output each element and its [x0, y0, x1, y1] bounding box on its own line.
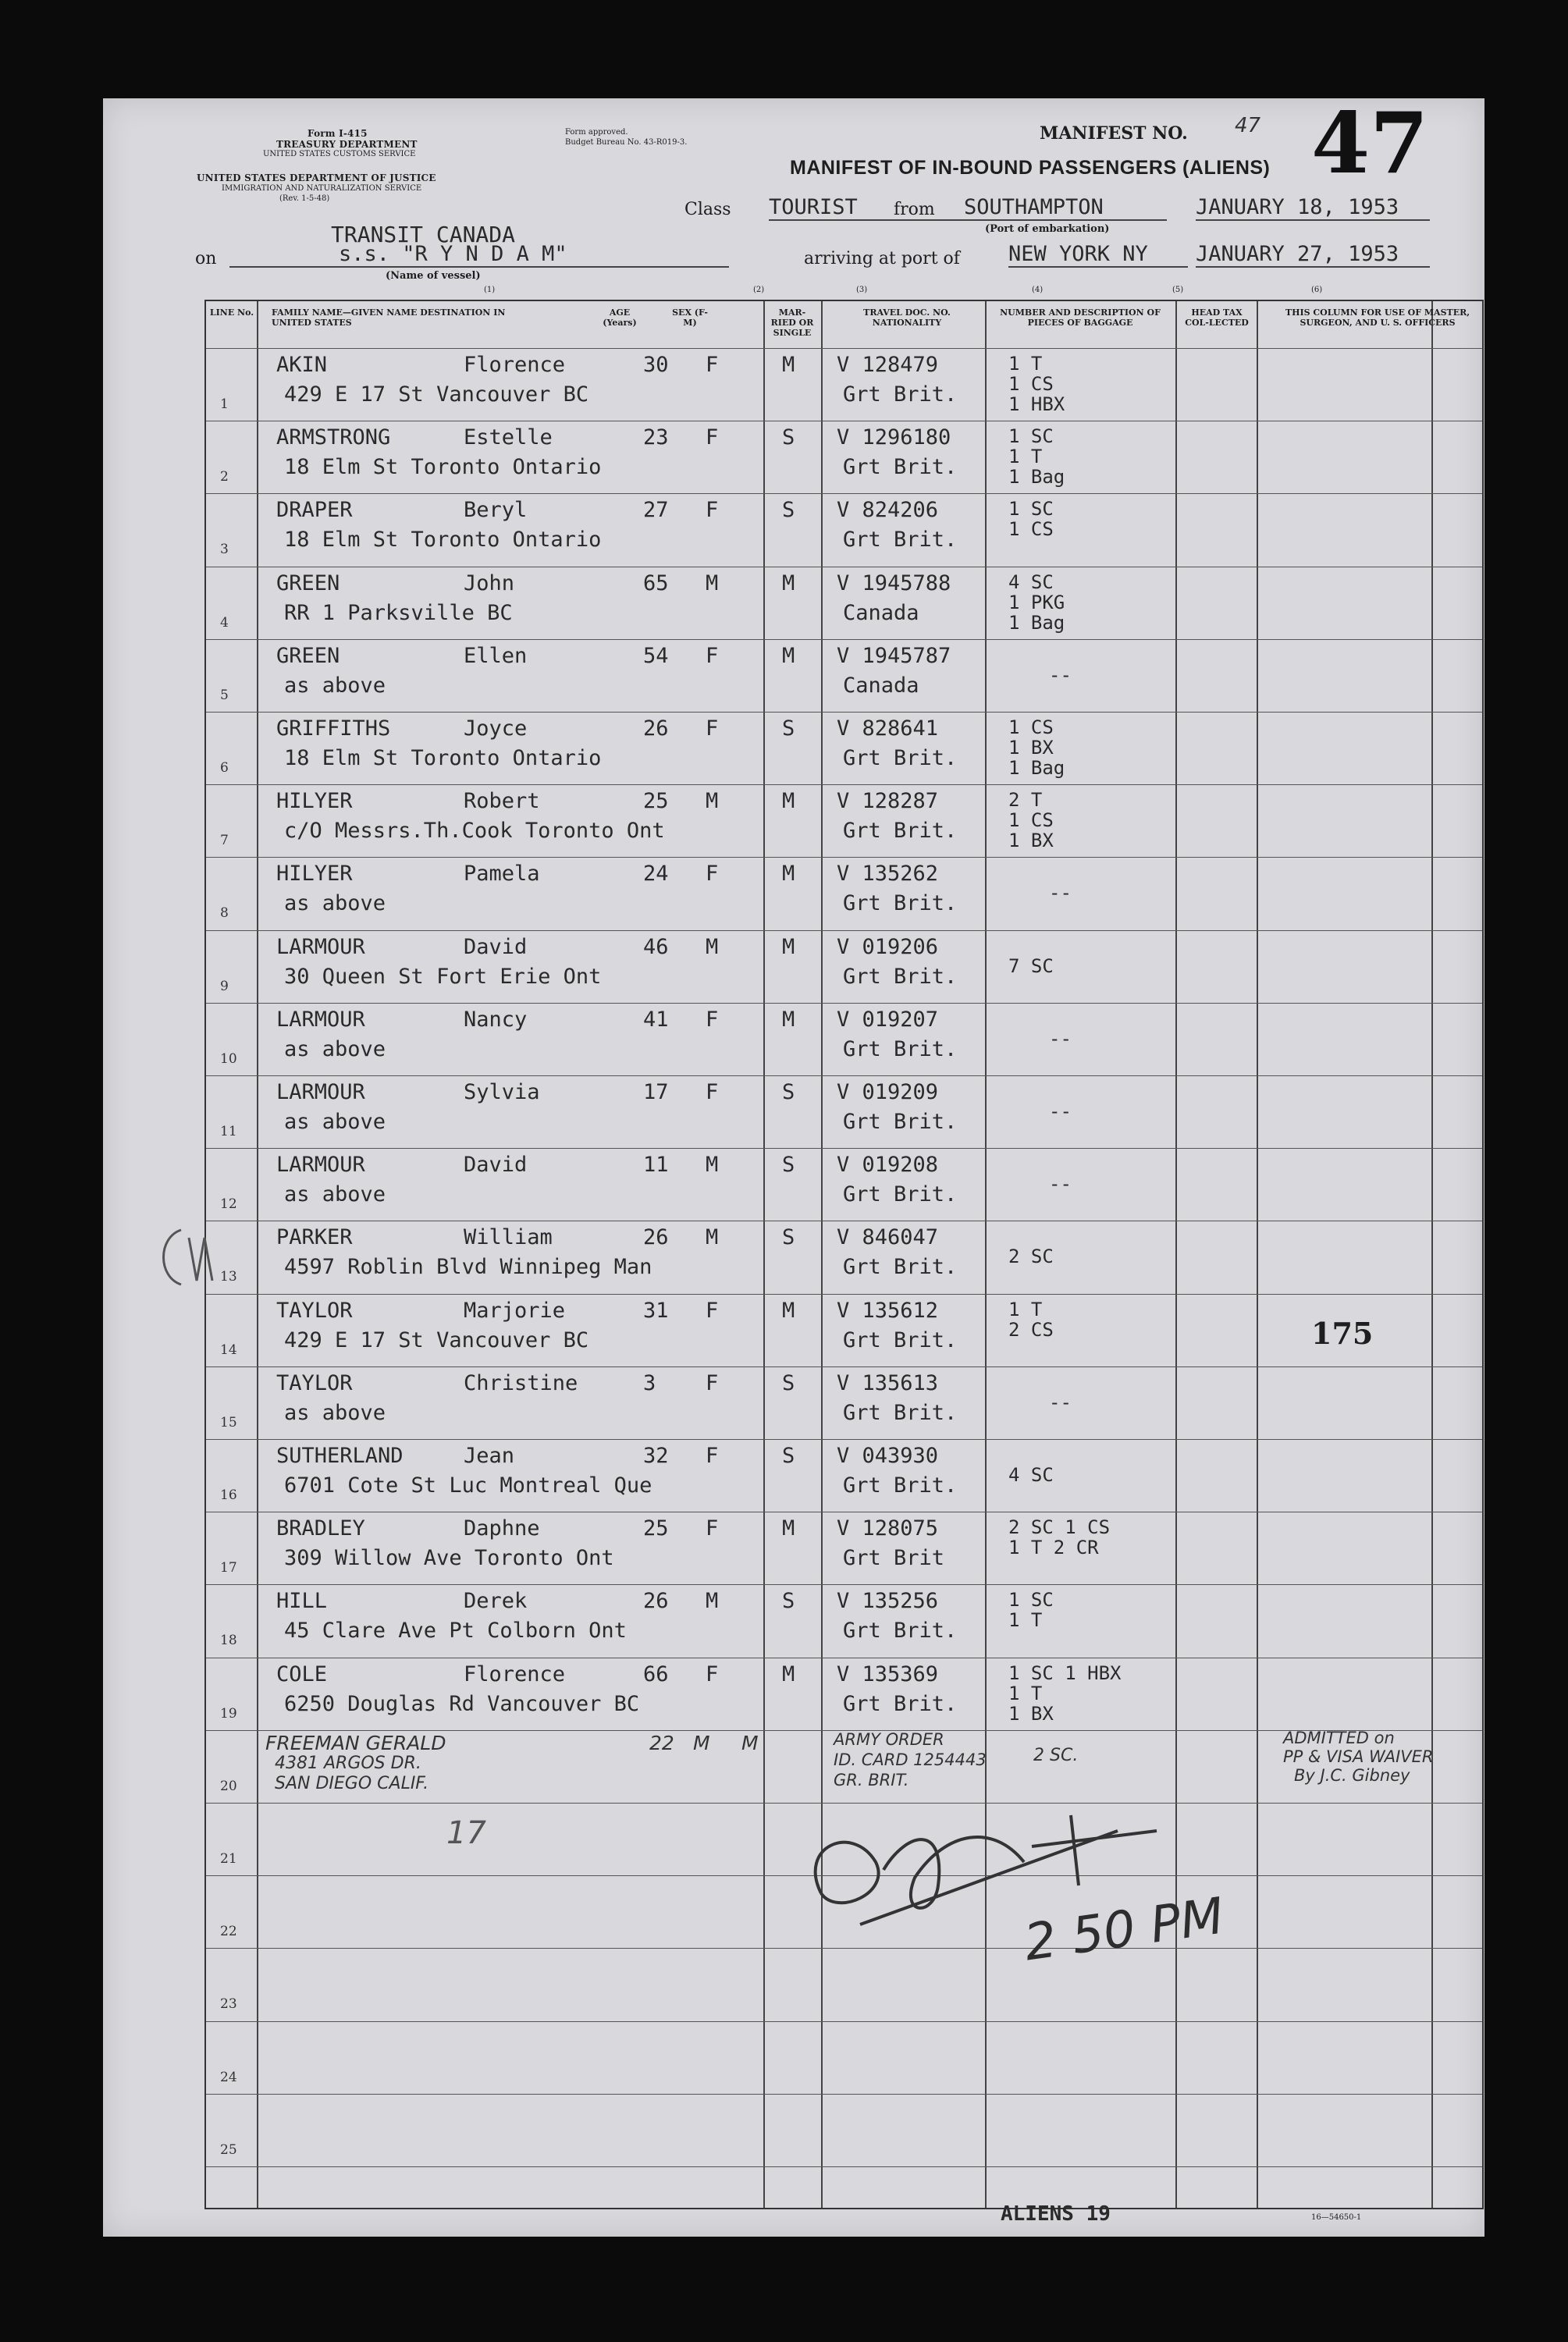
- given-name: Florence: [464, 353, 566, 377]
- travel-doc-no: V 019206: [837, 934, 939, 959]
- travel-doc-no: V 128075: [837, 1516, 939, 1541]
- nationality: Grt Brit.: [843, 1400, 958, 1425]
- header-line-no: LINE No.: [209, 307, 254, 318]
- family-name: HILL: [276, 1589, 328, 1614]
- nationality: Grt Brit.: [843, 1110, 958, 1134]
- family-name: GREEN: [276, 570, 340, 595]
- line-number: 11: [220, 1124, 237, 1139]
- travel-doc-no: V 019207: [837, 1007, 939, 1032]
- sex: M: [706, 1589, 719, 1614]
- destination: as above: [284, 1182, 386, 1207]
- travel-doc-no: V 1945787: [837, 643, 951, 668]
- sex: F: [706, 1298, 719, 1323]
- given-name: Nancy: [464, 1007, 528, 1032]
- baggage-item: --: [1049, 1173, 1072, 1196]
- line-number: 5: [220, 687, 229, 703]
- line-number: 25: [220, 2141, 237, 2158]
- baggage-item: 1 T 2 CR: [1008, 1537, 1099, 1559]
- manifest-no-label: MANIFEST NO.: [1040, 123, 1188, 144]
- sex: F: [706, 425, 719, 450]
- age: 25: [643, 1516, 669, 1541]
- on-label: on: [195, 249, 217, 268]
- marital-status: M: [782, 643, 795, 668]
- travel-doc-no: V 828641: [837, 716, 939, 741]
- line-number: 3: [220, 542, 229, 558]
- destination: 429 E 17 St Vancouver BC: [284, 1327, 589, 1352]
- travel-doc-no: V 135262: [837, 862, 939, 887]
- stamp-175: 175: [1311, 1316, 1374, 1351]
- given-name: Jean: [464, 1444, 515, 1468]
- baggage-item: 2 T: [1008, 789, 1043, 812]
- family-name: GREEN: [276, 643, 340, 668]
- header-name-destination: FAMILY NAME—GIVEN NAME DESTINATION IN UNITED STATES: [272, 307, 506, 328]
- baggage-item: 2 SC: [1008, 1246, 1054, 1268]
- line-number: 7: [220, 833, 229, 849]
- given-name: Christine: [464, 1370, 578, 1395]
- baggage-item: 1 HBX: [1008, 393, 1065, 415]
- travel-doc-no: V 135612: [837, 1298, 939, 1323]
- age: 26: [643, 1225, 669, 1250]
- vessel-name: s.s. "R Y N D A M": [229, 242, 729, 268]
- baggage-item: 1 T: [1008, 446, 1043, 468]
- travel-doc-no: V 1296180: [837, 425, 951, 450]
- marital-status: S: [782, 498, 795, 523]
- travel-doc-no: V 135256: [837, 1589, 939, 1614]
- nationality: Grt Brit.: [843, 1036, 958, 1061]
- arriving-label: arriving at port of: [804, 249, 960, 268]
- margin-mark: [150, 1207, 220, 1300]
- treasury-dept: TREASURY DEPARTMENT: [276, 139, 418, 150]
- family-name: LARMOUR: [276, 1080, 365, 1104]
- revision: (Rev. 1-5-48): [279, 194, 330, 203]
- handwritten-sex: M: [693, 1731, 710, 1754]
- col-number-4: (4): [1032, 286, 1044, 294]
- line-number: 1: [220, 396, 229, 412]
- sex: F: [706, 1370, 719, 1395]
- port-embarkation-label: (Port of embarkation): [985, 223, 1110, 235]
- handwritten-age: 22: [649, 1731, 674, 1754]
- destination: 4597 Roblin Blvd Winnipeg Man: [284, 1255, 652, 1280]
- baggage-item: 1 CS: [1008, 809, 1054, 832]
- header-married-single: MAR-RIED OR SINGLE: [770, 307, 814, 338]
- baggage-item: 1 SC: [1008, 425, 1054, 448]
- nationality: Grt Brit.: [843, 819, 958, 844]
- form-number: Form I-415: [308, 128, 368, 139]
- given-name: Pamela: [464, 862, 540, 887]
- footer-code: 16—54650-1: [1311, 2213, 1362, 2222]
- customs-service: UNITED STATES CUSTOMS SERVICE: [263, 150, 416, 158]
- sex: F: [706, 1007, 719, 1032]
- baggage-item: 4 SC: [1008, 570, 1054, 593]
- line-number: 22: [220, 1924, 237, 1940]
- given-name: Florence: [464, 1661, 566, 1686]
- marital-status: S: [782, 1225, 795, 1250]
- given-name: Marjorie: [464, 1298, 566, 1323]
- travel-doc-no: V 824206: [837, 498, 939, 523]
- age: 46: [643, 934, 669, 959]
- travel-doc-no: V 019208: [837, 1153, 939, 1178]
- family-name: LARMOUR: [276, 934, 365, 959]
- nationality: Grt Brit.: [843, 1473, 958, 1498]
- nationality: Grt Brit.: [843, 455, 958, 480]
- given-name: Derek: [464, 1589, 528, 1614]
- given-name: David: [464, 1153, 528, 1178]
- family-name: PARKER: [276, 1225, 353, 1250]
- budget-bureau: Budget Bureau No. 43-R019-3.: [565, 138, 688, 147]
- destination: as above: [284, 891, 386, 916]
- sex: F: [706, 1444, 719, 1468]
- age: 17: [643, 1080, 669, 1104]
- given-name: Robert: [464, 789, 540, 814]
- line-number: 17: [220, 1560, 237, 1576]
- baggage-item: 1 CS: [1008, 518, 1054, 541]
- baggage-item: 1 T: [1008, 1682, 1043, 1704]
- line-number: 15: [220, 1414, 237, 1430]
- age: 24: [643, 862, 669, 887]
- line-number: 13: [220, 1269, 237, 1285]
- line-number: 14: [220, 1342, 237, 1358]
- marital-status: M: [782, 789, 795, 814]
- handwritten-doc-1: ARMY ORDER: [834, 1729, 944, 1749]
- line-number: 19: [220, 1705, 237, 1722]
- destination: 429 E 17 St Vancouver BC: [284, 382, 589, 407]
- sex: F: [706, 498, 719, 523]
- travel-doc-no: V 019209: [837, 1080, 939, 1104]
- given-name: William: [464, 1225, 553, 1250]
- marital-status: M: [782, 862, 795, 887]
- sex: F: [706, 862, 719, 887]
- nationality: Grt Brit.: [843, 528, 958, 553]
- arrival-date: JANUARY 27, 1953: [1196, 242, 1430, 268]
- baggage-item: --: [1049, 1391, 1072, 1413]
- nationality: Grt Brit.: [843, 1691, 958, 1716]
- baggage-item: 1 BX: [1008, 830, 1054, 852]
- marital-status: S: [782, 1080, 795, 1104]
- line-number: 20: [220, 1778, 237, 1794]
- marital-status: S: [782, 1444, 795, 1468]
- age: 41: [643, 1007, 669, 1032]
- age: 23: [643, 425, 669, 450]
- manifest-no-stamp: 47: [1311, 94, 1429, 193]
- baggage-item: 1 T: [1008, 1609, 1043, 1632]
- family-name: HILYER: [276, 789, 353, 814]
- given-name: Estelle: [464, 425, 553, 450]
- transit-note: TRANSIT CANADA: [331, 222, 516, 247]
- age: 30: [643, 353, 669, 377]
- sex: F: [706, 1661, 719, 1686]
- arrival-port: NEW YORK NY: [1008, 242, 1188, 268]
- form-approved: Form approved.: [565, 128, 628, 137]
- baggage-item: 1 CS: [1008, 373, 1054, 395]
- family-name: TAYLOR: [276, 1370, 353, 1395]
- header-baggage: NUMBER AND DESCRIPTION OF PIECES OF BAGGAGE: [1000, 307, 1161, 328]
- age: 3: [643, 1370, 656, 1395]
- header-head-tax: HEAD TAX COL-LECTED: [1185, 307, 1249, 328]
- marital-status: S: [782, 1370, 795, 1395]
- baggage-item: 1 SC 1 HBX: [1008, 1661, 1122, 1684]
- travel-doc-no: V 128287: [837, 789, 939, 814]
- given-name: Sylvia: [464, 1080, 540, 1104]
- given-name: John: [464, 570, 515, 595]
- age: 11: [643, 1153, 669, 1178]
- nationality: Grt Brit.: [843, 382, 958, 407]
- destination: as above: [284, 673, 386, 698]
- nationality: Grt Brit.: [843, 1327, 958, 1352]
- destination: as above: [284, 1400, 386, 1425]
- destination: as above: [284, 1110, 386, 1134]
- destination: as above: [284, 1036, 386, 1061]
- baggage-item: 1 T: [1008, 1298, 1043, 1320]
- family-name: AKIN: [276, 353, 328, 377]
- baggage-item: 1 Bag: [1008, 611, 1065, 634]
- baggage-item: 1 SC: [1008, 498, 1054, 521]
- line-number: 21: [220, 1851, 237, 1867]
- marital-status: M: [782, 570, 795, 595]
- destination: 45 Clare Ave Pt Colborn Ont: [284, 1619, 627, 1644]
- nationality: Grt Brit.: [843, 964, 958, 989]
- destination: RR 1 Parksville BC: [284, 600, 513, 625]
- nationality: Grt Brit: [843, 1546, 945, 1571]
- handwritten-name: FREEMAN GERALD: [265, 1731, 446, 1754]
- handwritten-marital: M: [741, 1731, 759, 1754]
- travel-doc-no: V 135613: [837, 1370, 939, 1395]
- line-number: 8: [220, 905, 229, 922]
- age: 25: [643, 789, 669, 814]
- travel-doc-no: V 043930: [837, 1444, 939, 1468]
- age: 54: [643, 643, 669, 668]
- line-number: 10: [220, 1050, 237, 1067]
- baggage-item: 1 T: [1008, 353, 1043, 375]
- marital-status: S: [782, 1589, 795, 1614]
- age: 66: [643, 1661, 669, 1686]
- baggage-item: 1 Bag: [1008, 466, 1065, 489]
- line-number: 23: [220, 1996, 237, 2013]
- col-number-6: (6): [1311, 286, 1323, 294]
- line-number: 12: [220, 1196, 237, 1213]
- from-value: SOUTHAMPTON: [964, 195, 1167, 221]
- destination: c/O Messrs.Th.Cook Toronto Ont: [284, 819, 665, 844]
- handwritten-address-2: SAN DIEGO CALIF.: [275, 1773, 429, 1793]
- class-label: Class: [684, 200, 731, 219]
- baggage-item: 1 SC: [1008, 1589, 1054, 1612]
- vessel-label: (Name of vessel): [386, 270, 481, 282]
- col-number-2: (2): [753, 286, 765, 294]
- handwritten-count: 17: [446, 1815, 486, 1851]
- nationality: Grt Brit.: [843, 891, 958, 916]
- given-name: David: [464, 934, 528, 959]
- family-name: DRAPER: [276, 498, 353, 523]
- handwritten-time: 2 50 PM: [1021, 1887, 1228, 1973]
- baggage-item: 2 CS: [1008, 1318, 1054, 1341]
- header-age: AGE (Years): [603, 307, 637, 328]
- family-name: BRADLEY: [276, 1516, 365, 1541]
- ins-label: IMMIGRATION AND NATURALIZATION SERVICE: [222, 184, 422, 193]
- line-number: 2: [220, 469, 229, 485]
- family-name: LARMOUR: [276, 1007, 365, 1032]
- manifest-title: MANIFEST OF IN-BOUND PASSENGERS (ALIENS): [790, 157, 1271, 179]
- col-number-3: (3): [856, 286, 868, 294]
- sex: F: [706, 643, 719, 668]
- marital-status: M: [782, 934, 795, 959]
- marital-status: M: [782, 1007, 795, 1032]
- family-name: GRIFFITHS: [276, 716, 391, 741]
- travel-doc-no: V 846047: [837, 1225, 939, 1250]
- admitted-note-3: By J.C. Gibney: [1294, 1765, 1410, 1785]
- line-number: 24: [220, 2069, 237, 2085]
- destination: 30 Queen St Fort Erie Ont: [284, 964, 602, 989]
- sex: M: [706, 1225, 719, 1250]
- baggage-item: 2 SC 1 CS: [1008, 1516, 1111, 1539]
- destination: 18 Elm St Toronto Ontario: [284, 455, 602, 480]
- family-name: LARMOUR: [276, 1153, 365, 1178]
- col-number-1: (1): [484, 286, 496, 294]
- baggage-item: --: [1049, 882, 1072, 904]
- header-travel-doc: TRAVEL DOC. NO. NATIONALITY: [863, 307, 951, 328]
- header-sex: SEX (F-M): [672, 307, 708, 328]
- baggage-item: 1 BX: [1008, 737, 1054, 759]
- marital-status: M: [782, 1298, 795, 1323]
- from-label: from: [894, 200, 935, 219]
- nationality: Grt Brit.: [843, 1619, 958, 1644]
- aliens-page-count: ALIENS 19: [1001, 2202, 1111, 2226]
- age: 65: [643, 570, 669, 595]
- baggage-item: --: [1049, 1100, 1072, 1122]
- marital-status: S: [782, 425, 795, 450]
- header-officers: THIS COLUMN FOR USE OF MASTER, SURGEON, AND U. S. OFFICERS: [1285, 307, 1470, 328]
- signature-scribble: [790, 1800, 1227, 1940]
- travel-doc-no: V 135369: [837, 1661, 939, 1686]
- marital-status: S: [782, 1153, 795, 1178]
- line-number: 9: [220, 978, 229, 994]
- manifest-sheet: [103, 94, 1484, 2237]
- age: 26: [643, 716, 669, 741]
- baggage-item: 7 SC: [1008, 954, 1054, 977]
- age: 32: [643, 1444, 669, 1468]
- nationality: Grt Brit.: [843, 1255, 958, 1280]
- nationality: Grt Brit.: [843, 1182, 958, 1207]
- class-value: TOURIST: [769, 195, 972, 221]
- marital-status: S: [782, 716, 795, 741]
- age: 27: [643, 498, 669, 523]
- baggage-item: 1 PKG: [1008, 591, 1065, 613]
- line-number: 18: [220, 1633, 237, 1649]
- baggage-item: 1 Bag: [1008, 757, 1065, 779]
- sex: M: [706, 934, 719, 959]
- handwritten-doc-3: GR. BRIT.: [834, 1770, 909, 1789]
- given-name: Joyce: [464, 716, 528, 741]
- travel-doc-no: V 1945788: [837, 570, 951, 595]
- destination: 6250 Douglas Rd Vancouver BC: [284, 1691, 640, 1716]
- admitted-note-2: PP & VISA WAIVER: [1283, 1747, 1434, 1766]
- line-number: 6: [220, 760, 229, 776]
- baggage-item: 1 BX: [1008, 1702, 1054, 1725]
- sex: F: [706, 1080, 719, 1104]
- marital-status: M: [782, 1661, 795, 1686]
- family-name: HILYER: [276, 862, 353, 887]
- marital-status: M: [782, 353, 795, 377]
- baggage-item: --: [1049, 663, 1072, 686]
- given-name: Daphne: [464, 1516, 540, 1541]
- baggage-item: 1 CS: [1008, 716, 1054, 738]
- destination: 18 Elm St Toronto Ontario: [284, 746, 602, 770]
- family-name: ARMSTRONG: [276, 425, 391, 450]
- nationality: Canada: [843, 673, 919, 698]
- family-name: TAYLOR: [276, 1298, 353, 1323]
- age: 26: [643, 1589, 669, 1614]
- sex: F: [706, 716, 719, 741]
- family-name: COLE: [276, 1661, 328, 1686]
- departure-date: JANUARY 18, 1953: [1196, 195, 1430, 221]
- sex: M: [706, 789, 719, 814]
- line-number: 4: [220, 614, 229, 631]
- given-name: Ellen: [464, 643, 528, 668]
- given-name: Beryl: [464, 498, 528, 523]
- family-name: SUTHERLAND: [276, 1444, 404, 1468]
- handwritten-baggage: 2 SC.: [1033, 1745, 1079, 1765]
- baggage-item: --: [1049, 1027, 1072, 1050]
- travel-doc-no: V 128479: [837, 353, 939, 377]
- sex: M: [706, 570, 719, 595]
- nationality: Grt Brit.: [843, 746, 958, 770]
- nationality: Canada: [843, 600, 919, 625]
- baggage-item: 4 SC: [1008, 1464, 1054, 1486]
- manifest-no-handwritten: 47: [1235, 114, 1261, 137]
- destination: 309 Willow Ave Toronto Ont: [284, 1546, 614, 1571]
- sex: F: [706, 353, 719, 377]
- sex: M: [706, 1153, 719, 1178]
- sex: F: [706, 1516, 719, 1541]
- handwritten-doc-2: ID. CARD 1254443: [834, 1750, 987, 1769]
- age: 31: [643, 1298, 669, 1323]
- marital-status: M: [782, 1516, 795, 1541]
- admitted-note-1: ADMITTED on: [1283, 1728, 1395, 1747]
- handwritten-address-1: 4381 ARGOS DR.: [275, 1753, 421, 1773]
- destination: 6701 Cote St Luc Montreal Que: [284, 1473, 652, 1498]
- line-number: 16: [220, 1487, 237, 1503]
- justice-dept: UNITED STATES DEPARTMENT OF JUSTICE: [197, 172, 436, 183]
- col-number-5: (5): [1172, 286, 1184, 294]
- destination: 18 Elm St Toronto Ontario: [284, 528, 602, 553]
